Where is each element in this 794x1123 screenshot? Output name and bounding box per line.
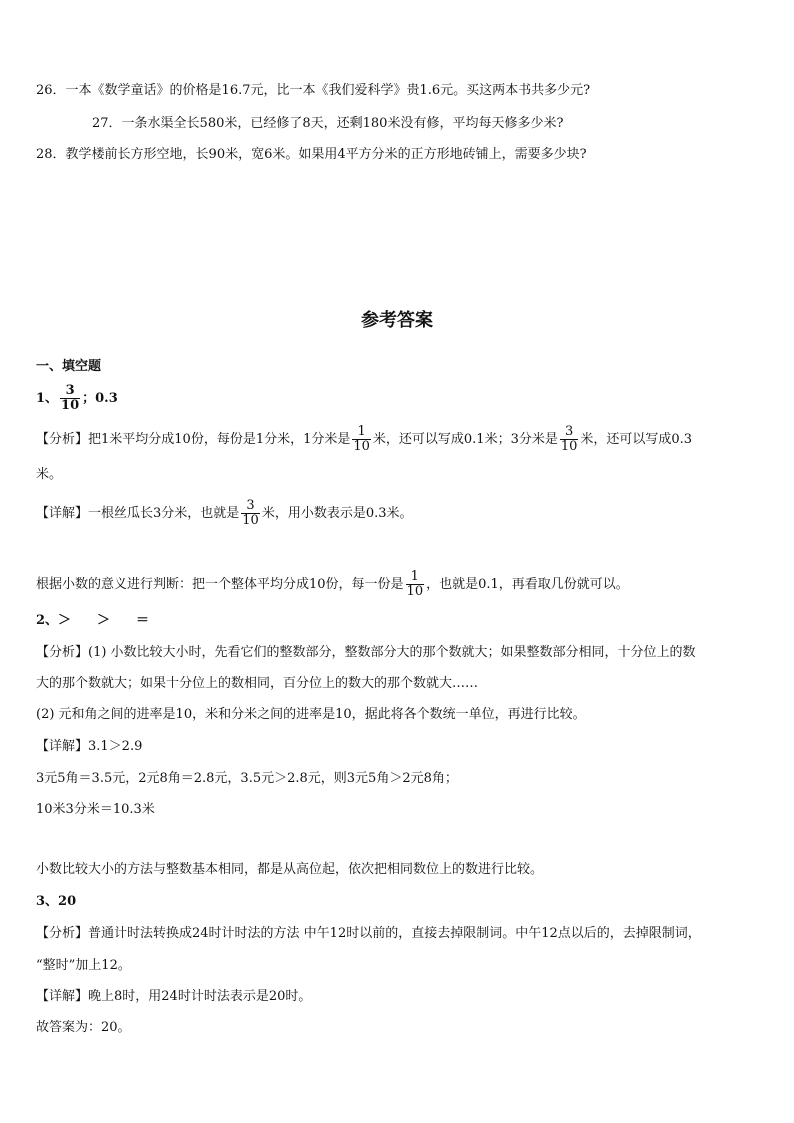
answer-1-suffix: ；0.3 — [82, 391, 118, 406]
detail-text-b: 米，用小数表示是0.3米。 — [261, 506, 413, 521]
answers-title: 参考答案 — [361, 310, 433, 331]
detail-text-a: 【详解】一根丝瓜长3分米，也就是 — [36, 506, 240, 521]
answer-3-final: 故答案为：20。 — [36, 1020, 131, 1035]
fraction-denominator: 10 — [353, 439, 370, 454]
answer-1-analysis-cont: 米。 — [36, 467, 63, 482]
answer-1-detail — [36, 497, 413, 531]
analysis-text-c: 米，还可以写成0.3 — [580, 432, 693, 447]
fraction-numerator: 1 — [357, 424, 366, 439]
fraction-denominator: 10 — [61, 398, 80, 413]
question-28: 28．教学楼前长方形空地，长90米，宽6米。如果用4平方分米的正方形地砖铺上，需要多少块? — [36, 147, 587, 162]
answer-3-analysis: 【分析】普通计时法转换成24时计时法的方法 中午12时以前的，直接去掉限制词。中午12点以后的，去掉限制词， — [36, 926, 701, 941]
note-text-b: ，也就是0.1，再看取几份就可以。 — [426, 577, 629, 592]
fraction — [352, 425, 371, 454]
analysis-text-b: 米，还可以写成0.1米；3分米是 — [372, 432, 558, 447]
note-text-a: 根据小数的意义进行判断：把一个整体平均分成10份，每一份是 — [36, 577, 404, 592]
answer-2-analysis-1-cont: 大的那个数就大；如果十分位上的数相同，百分位上的数大的那个数就大…… — [36, 676, 479, 691]
answer-3-detail: 【详解】晚上8时，用24时计时法表示是20时。 — [36, 989, 312, 1004]
fraction-numerator: 1 — [410, 569, 419, 584]
answer-1-analysis — [36, 423, 692, 457]
fraction — [60, 384, 80, 413]
answer-2-analysis-2: (2) 元和角之间的进率是10，米和分米之间的进率是10，据此将各个数统一单位，再进行比较。 — [36, 707, 586, 722]
answer-2-note: 小数比较大小的方法与整数基本相同，都是从高位起，依次把相同数位上的数进行比较。 — [36, 862, 544, 877]
section-heading: 一、填空题 — [36, 359, 102, 374]
fraction — [560, 425, 579, 454]
analysis-text-a: 【分析】把1米平均分成10份，每份是1分米，1分米是 — [36, 432, 351, 447]
answer-3: 3、20 — [36, 894, 77, 909]
answer-2-detail-line-3: 10米3分米＝10.3米 — [36, 802, 155, 817]
fraction — [241, 499, 260, 528]
fraction-numerator: 3 — [65, 383, 75, 398]
answer-2-detail-line-2: 3元5角＝3.5元，2元8角＝2.8元，3.5元＞2.8元，则3元5角＞2元8角； — [36, 771, 458, 786]
answer-2-analysis-1: 【分析】(1) 小数比较大小时，先看它们的整数部分，整数部分大的那个数就大；如果整数部分相同，十分位上的数 — [36, 645, 696, 660]
answer-2: 2、＞ ＞ ＝ — [36, 613, 150, 628]
answer-2-detail: 【详解】3.1＞2.9 — [36, 739, 143, 754]
fraction — [406, 570, 425, 599]
fraction-numerator: 3 — [246, 498, 255, 513]
answer-3-analysis-cont: “整时”加上12。 — [36, 958, 131, 973]
question-27: 27．一条水渠全长580米，已经修了8天，还剩180米没有修，平均每天修多少米? — [92, 116, 564, 131]
fraction-numerator: 3 — [564, 424, 574, 439]
answer-1-prefix: 1、 — [36, 391, 59, 406]
fraction-denominator: 10 — [406, 584, 424, 599]
fraction-denominator: 10 — [560, 439, 578, 454]
question-26: 26．一本《数学童话》的价格是16.7元，比一本《我们爱科学》贵1.6元。买这两本书共多少元? — [36, 83, 591, 98]
fraction-denominator: 10 — [242, 513, 259, 528]
answer-1-note — [36, 568, 629, 602]
answer-1 — [36, 382, 118, 416]
